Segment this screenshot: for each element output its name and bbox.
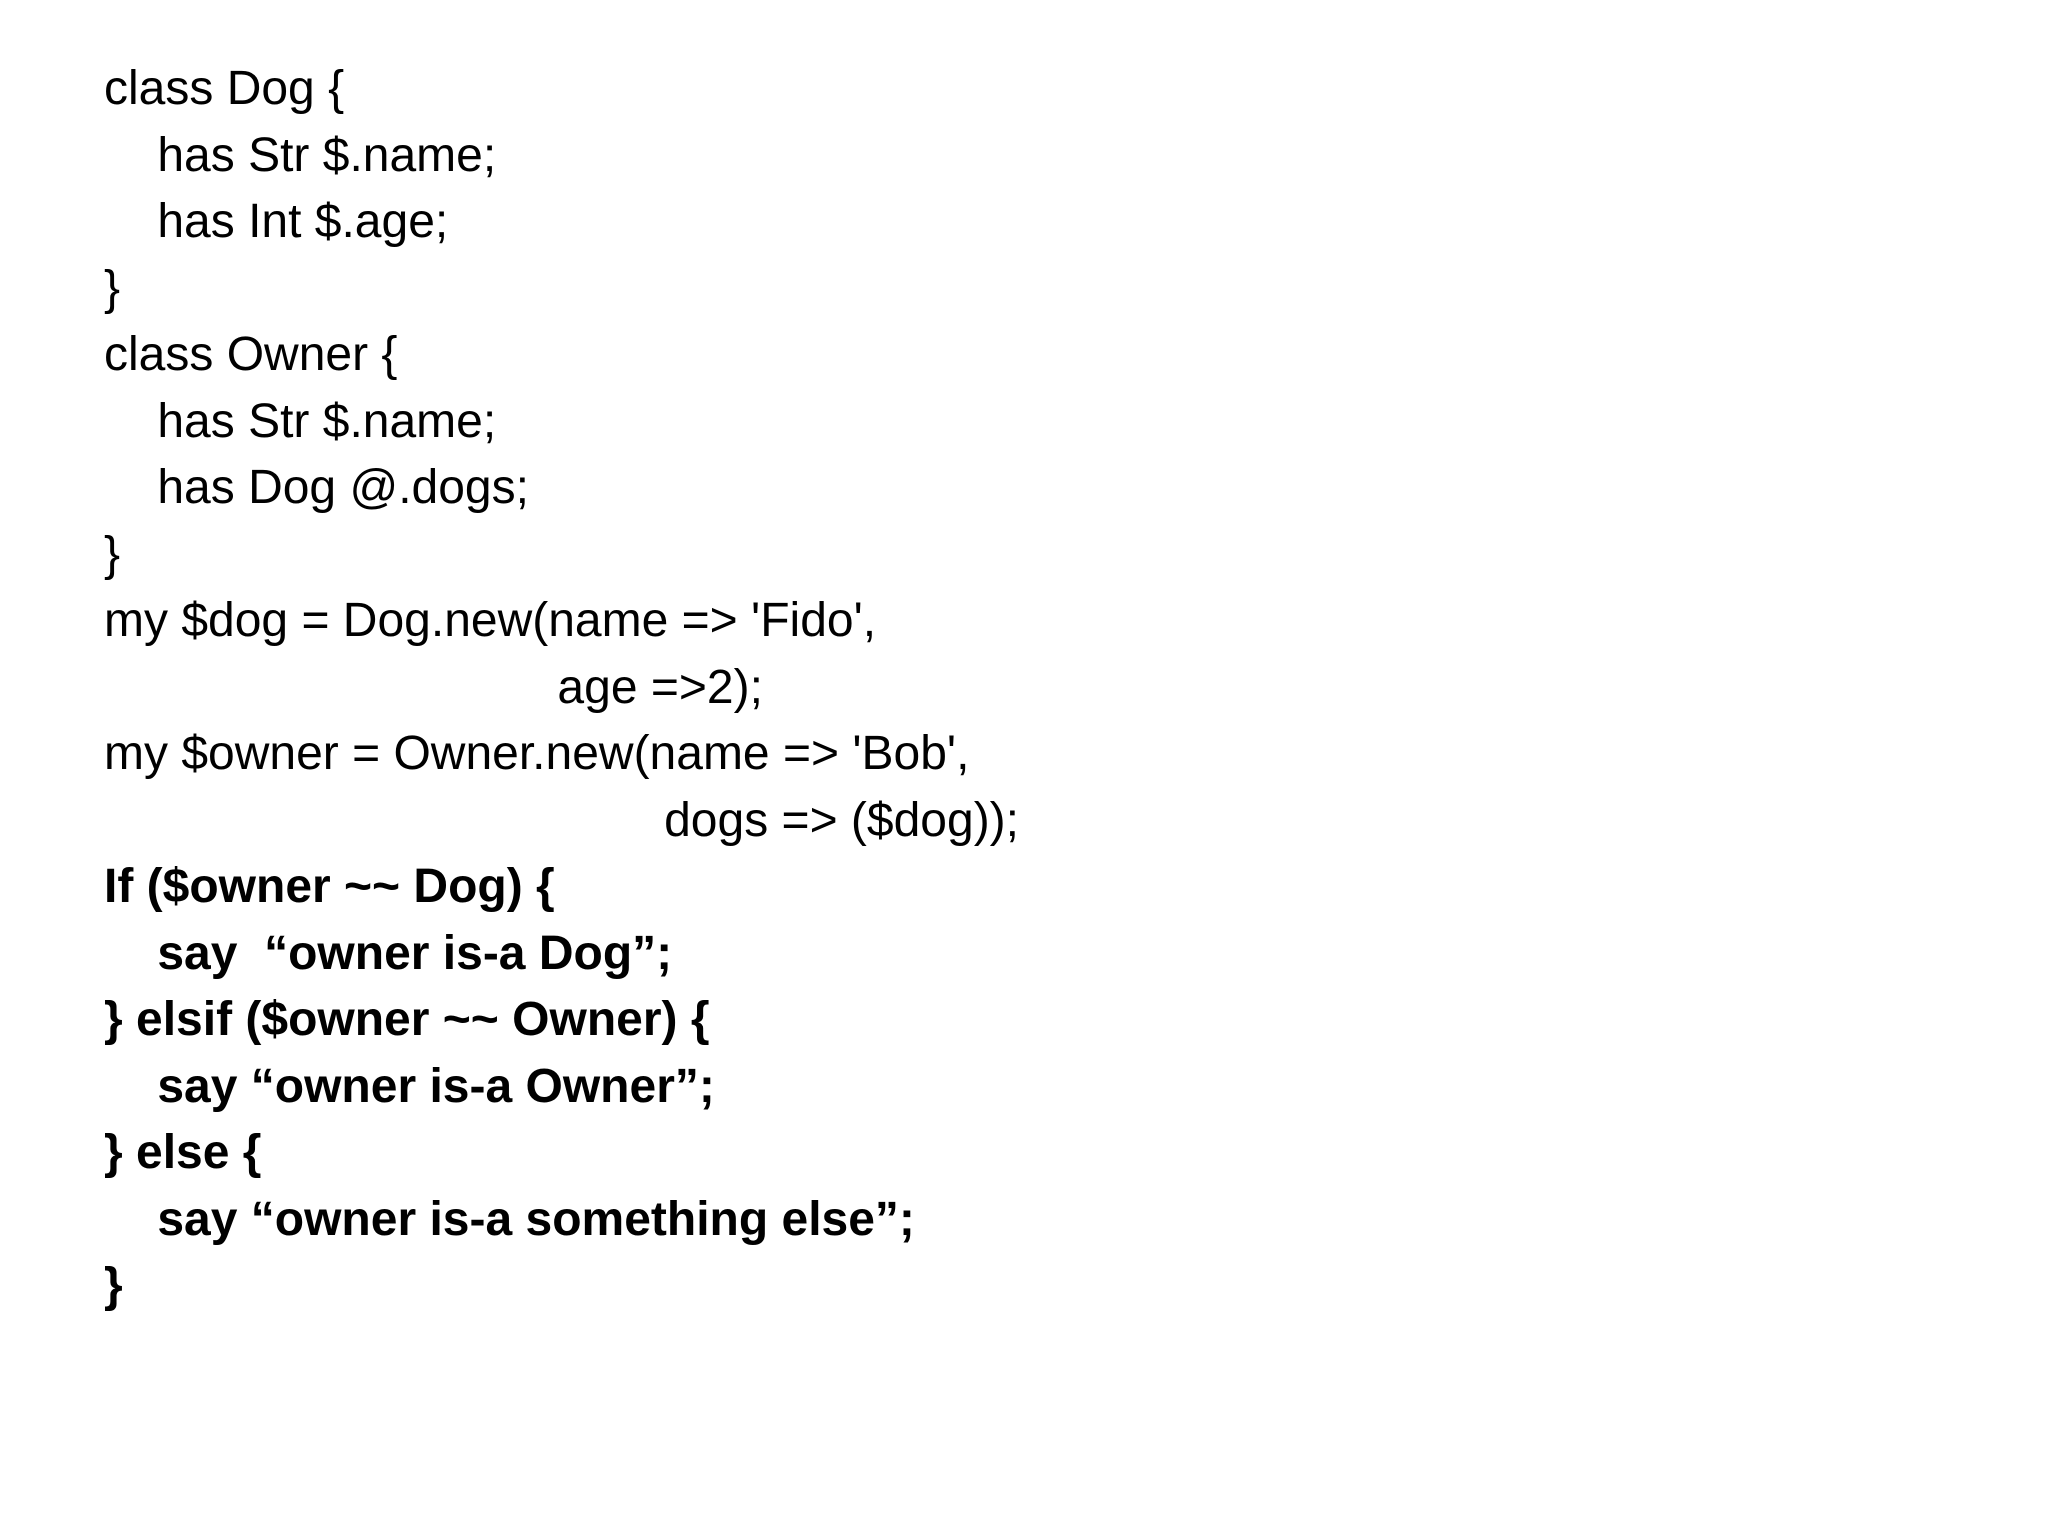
code-line-4: }: [104, 261, 121, 315]
code-line-8: }: [104, 527, 121, 581]
code-line-14: say “owner is-a Dog”;: [104, 926, 673, 980]
code-line-9: my $dog = Dog.new(name => 'Fido',: [104, 594, 877, 647]
code-line-19: }: [104, 1259, 123, 1312]
code-line-15: } elsif ($owner ~~ Owner) {: [104, 993, 710, 1046]
code-line-18: say “owner is-a something else”;: [104, 1192, 915, 1246]
code-line-13: If ($owner ~~ Dog) {: [104, 860, 555, 913]
code-line-16: say “owner is-a Owner”;: [104, 1059, 715, 1113]
code-line-10: age =>2);: [104, 660, 763, 714]
code-line-11: my $owner = Owner.new(name => 'Bob',: [104, 727, 970, 780]
code-line-1: class Dog {: [104, 62, 345, 115]
code-line-17: } else {: [104, 1126, 262, 1179]
code-line-2: has Str $.name;: [104, 128, 497, 182]
code-block: [104, 56, 1019, 1320]
code-line-7: has Dog @.dogs;: [104, 461, 529, 514]
code-line-3: has Int $.age;: [104, 195, 449, 248]
code-line-5: class Owner {: [104, 328, 398, 381]
code-line-6: has Str $.name;: [104, 394, 497, 448]
code-line-12: dogs => ($dog));: [104, 793, 1019, 847]
